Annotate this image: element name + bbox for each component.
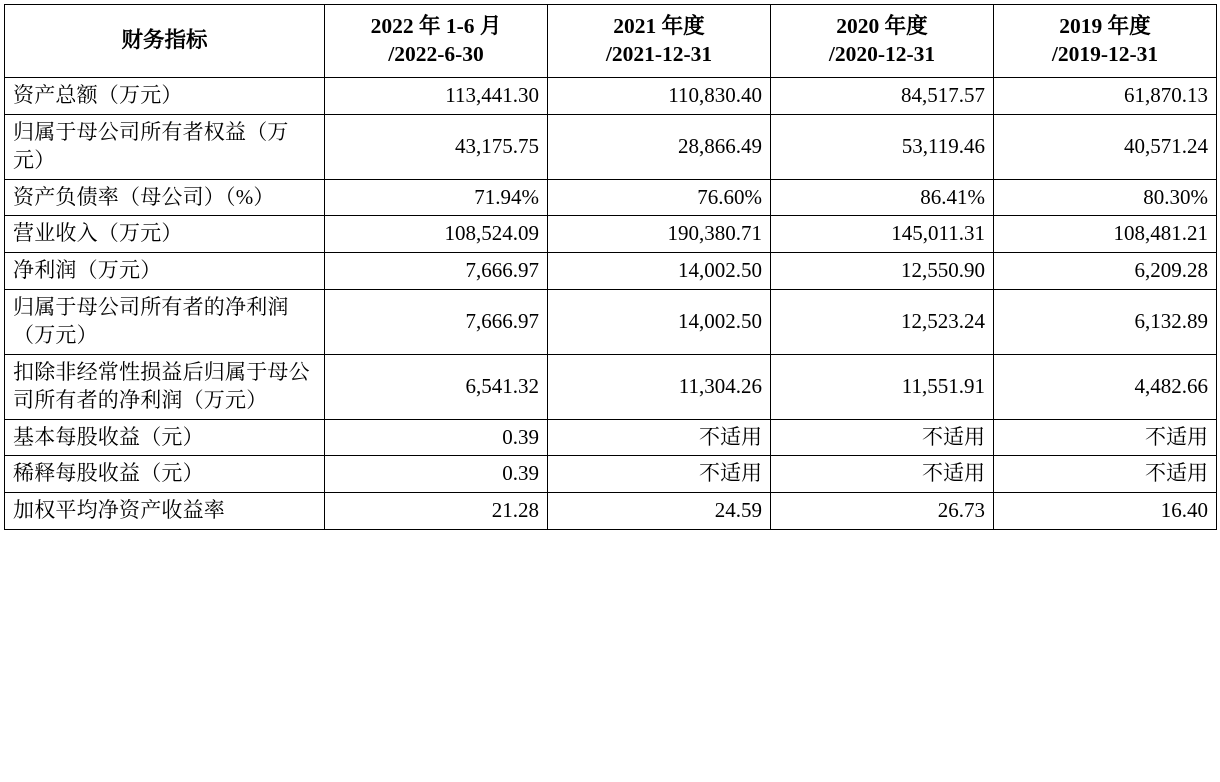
row-label: 净利润（万元） xyxy=(5,253,325,290)
table-row xyxy=(5,493,1217,530)
row-value: 113,441.30 xyxy=(325,77,548,114)
column-header-2020-line2: /2020-12-31 xyxy=(828,41,936,66)
row-value: 不适用 xyxy=(548,456,771,493)
table-row xyxy=(5,179,1217,216)
column-header-2020 xyxy=(771,5,994,78)
row-value: 12,550.90 xyxy=(771,253,994,290)
row-value: 110,830.40 xyxy=(548,77,771,114)
row-value: 28,866.49 xyxy=(548,114,771,179)
column-header-2020-line1: 2020 年度 xyxy=(836,14,928,38)
row-value: 21.28 xyxy=(325,493,548,530)
row-value: 不适用 xyxy=(994,419,1217,456)
row-value: 11,304.26 xyxy=(548,354,771,419)
row-label: 加权平均净资产收益率 xyxy=(5,493,325,530)
row-value: 不适用 xyxy=(994,456,1217,493)
row-value: 6,209.28 xyxy=(994,253,1217,290)
row-value: 53,119.46 xyxy=(771,114,994,179)
table-row xyxy=(5,253,1217,290)
row-value: 43,175.75 xyxy=(325,114,548,179)
row-value: 71.94% xyxy=(325,179,548,216)
table-header xyxy=(5,5,1217,78)
column-header-metric xyxy=(5,5,325,78)
row-value: 11,551.91 xyxy=(771,354,994,419)
row-value: 108,481.21 xyxy=(994,216,1217,253)
row-label: 资产负债率（母公司）（%） xyxy=(5,179,325,216)
row-value: 84,517.57 xyxy=(771,77,994,114)
row-value: 4,482.66 xyxy=(994,354,1217,419)
financial-indicators-table xyxy=(4,4,1217,530)
row-value: 14,002.50 xyxy=(548,289,771,354)
row-value: 16.40 xyxy=(994,493,1217,530)
row-value: 86.41% xyxy=(771,179,994,216)
row-label: 归属于母公司所有者权益（万元） xyxy=(5,114,325,179)
row-label: 营业收入（万元） xyxy=(5,216,325,253)
row-value: 76.60% xyxy=(548,179,771,216)
table-row xyxy=(5,354,1217,419)
column-header-2022h1-line1: 2022 年 1-6 月 xyxy=(370,14,502,38)
table-row xyxy=(5,456,1217,493)
column-header-2021-line1: 2021 年度 xyxy=(613,14,705,38)
row-label: 资产总额（万元） xyxy=(5,77,325,114)
column-header-2019 xyxy=(994,5,1217,78)
column-header-2019-line2: /2019-12-31 xyxy=(1051,41,1159,66)
row-value: 24.59 xyxy=(548,493,771,530)
row-label: 扣除非经常性损益后归属于母公司所有者的净利润（万元） xyxy=(5,354,325,419)
table-row xyxy=(5,114,1217,179)
column-header-2022h1 xyxy=(325,5,548,78)
row-value: 不适用 xyxy=(548,419,771,456)
row-label: 稀释每股收益（元） xyxy=(5,456,325,493)
table-row xyxy=(5,216,1217,253)
row-value: 7,666.97 xyxy=(325,253,548,290)
table-row xyxy=(5,289,1217,354)
row-value: 80.30% xyxy=(994,179,1217,216)
table-body xyxy=(5,77,1217,529)
row-value: 61,870.13 xyxy=(994,77,1217,114)
row-value: 7,666.97 xyxy=(325,289,548,354)
row-value: 不适用 xyxy=(771,419,994,456)
column-header-2019-line1: 2019 年度 xyxy=(1059,14,1151,38)
table-row xyxy=(5,77,1217,114)
row-value: 14,002.50 xyxy=(548,253,771,290)
row-value: 12,523.24 xyxy=(771,289,994,354)
row-value: 不适用 xyxy=(771,456,994,493)
column-header-2022h1-line2: /2022-6-30 xyxy=(388,41,484,66)
row-label: 归属于母公司所有者的净利润（万元） xyxy=(5,289,325,354)
row-value: 145,011.31 xyxy=(771,216,994,253)
row-value: 6,132.89 xyxy=(994,289,1217,354)
column-header-2021-line2: /2021-12-31 xyxy=(605,41,713,66)
row-value: 6,541.32 xyxy=(325,354,548,419)
column-header-2021 xyxy=(548,5,771,78)
row-value: 108,524.09 xyxy=(325,216,548,253)
row-value: 0.39 xyxy=(325,419,548,456)
table-row xyxy=(5,419,1217,456)
row-value: 40,571.24 xyxy=(994,114,1217,179)
column-header-metric-line1: 财务指标 xyxy=(121,27,208,52)
row-value: 26.73 xyxy=(771,493,994,530)
row-label: 基本每股收益（元） xyxy=(5,419,325,456)
table-header-row xyxy=(5,5,1217,78)
row-value: 190,380.71 xyxy=(548,216,771,253)
row-value: 0.39 xyxy=(325,456,548,493)
